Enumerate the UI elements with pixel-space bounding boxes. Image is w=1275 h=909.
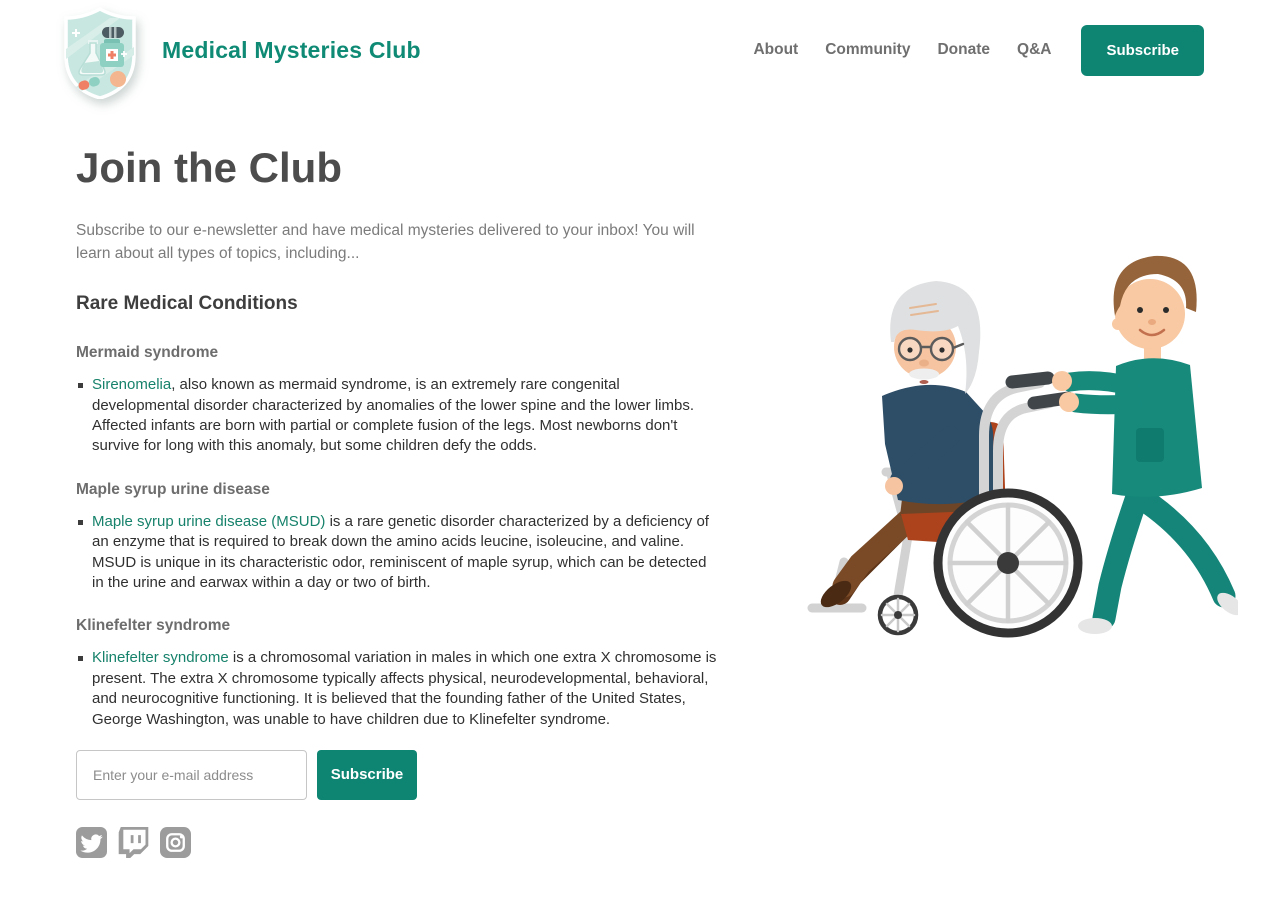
condition-text: is a rare genetic disorder characterized by a deficiency of an enzyme that is required to break down the amino acids leucine, isoleucine, and valine. MSUD is unique in its characteristic odor, reminiscent of maple syrup, which can be detected in the urine and earwax within a day or two of birth. <box>92 512 709 591</box>
condition-heading: Klinefelter syndrome <box>76 617 231 635</box>
condition-description <box>92 375 721 457</box>
instagram-icon[interactable] <box>160 827 191 858</box>
nav-qa[interactable]: Q&A <box>1017 41 1052 58</box>
condition-text: , also known as mermaid syndrome, is an extremely rare congenital developmental disorder characterized by anomalies of the lower spine and the lower limbs. Affected infants are born with partial or complete fusion of the legs. Most newborns don't survive for long with this anomaly, but some children defy the odds. <box>92 376 694 455</box>
page-title: Join the Club <box>76 144 342 191</box>
form-subscribe-button[interactable]: Subscribe <box>317 750 417 800</box>
condition-link[interactable]: Klinefelter syndrome <box>92 649 229 667</box>
header <box>0 0 1275 100</box>
condition-heading: Maple syrup urine disease <box>76 480 270 498</box>
condition-mermaid-syndrome <box>76 344 721 457</box>
header-subscribe-button[interactable]: Subscribe <box>1081 25 1204 76</box>
social-links <box>76 827 721 858</box>
condition-heading: Mermaid syndrome <box>76 344 219 362</box>
condition-description <box>92 512 721 594</box>
newsletter-form <box>76 750 721 800</box>
shield-logo-icon <box>60 7 140 99</box>
brand-title: Medical Mysteries Club <box>162 36 421 63</box>
intro-text: Subscribe to our e-newsletter and have medical mysteries delivered to your inbox! You will learn about all types of topics, including... <box>76 222 695 262</box>
condition-description <box>92 648 721 730</box>
condition-link[interactable]: Maple syrup urine disease (MSUD) <box>92 512 326 530</box>
condition-text: is a chromosomal variation in males in which one extra X chromosome is present. The extra X chromosome typically affects physical, neurodevelopmental, behavioral, and neurocognitive functioning. It is believed that the founding father of the United States, George Washington, was unable to have children due to Klinefelter syndrome. <box>92 649 717 728</box>
condition-link[interactable]: Sirenomelia <box>92 376 172 394</box>
main-content <box>0 100 1275 909</box>
email-input[interactable] <box>76 750 307 800</box>
condition-maple-syrup-urine-disease <box>76 481 721 594</box>
site-logo[interactable] <box>60 7 140 99</box>
nav-donate[interactable]: Donate <box>937 41 991 58</box>
condition-klinefelter-syndrome <box>76 617 721 730</box>
nav-about[interactable]: About <box>753 41 799 58</box>
twitter-icon[interactable] <box>76 827 107 858</box>
section-title: Rare Medical Conditions <box>76 293 298 315</box>
nav-community[interactable]: Community <box>825 41 911 58</box>
hero-illustration-nurse-pushing-wheelchair <box>798 244 1238 654</box>
twitch-icon[interactable] <box>118 827 149 858</box>
